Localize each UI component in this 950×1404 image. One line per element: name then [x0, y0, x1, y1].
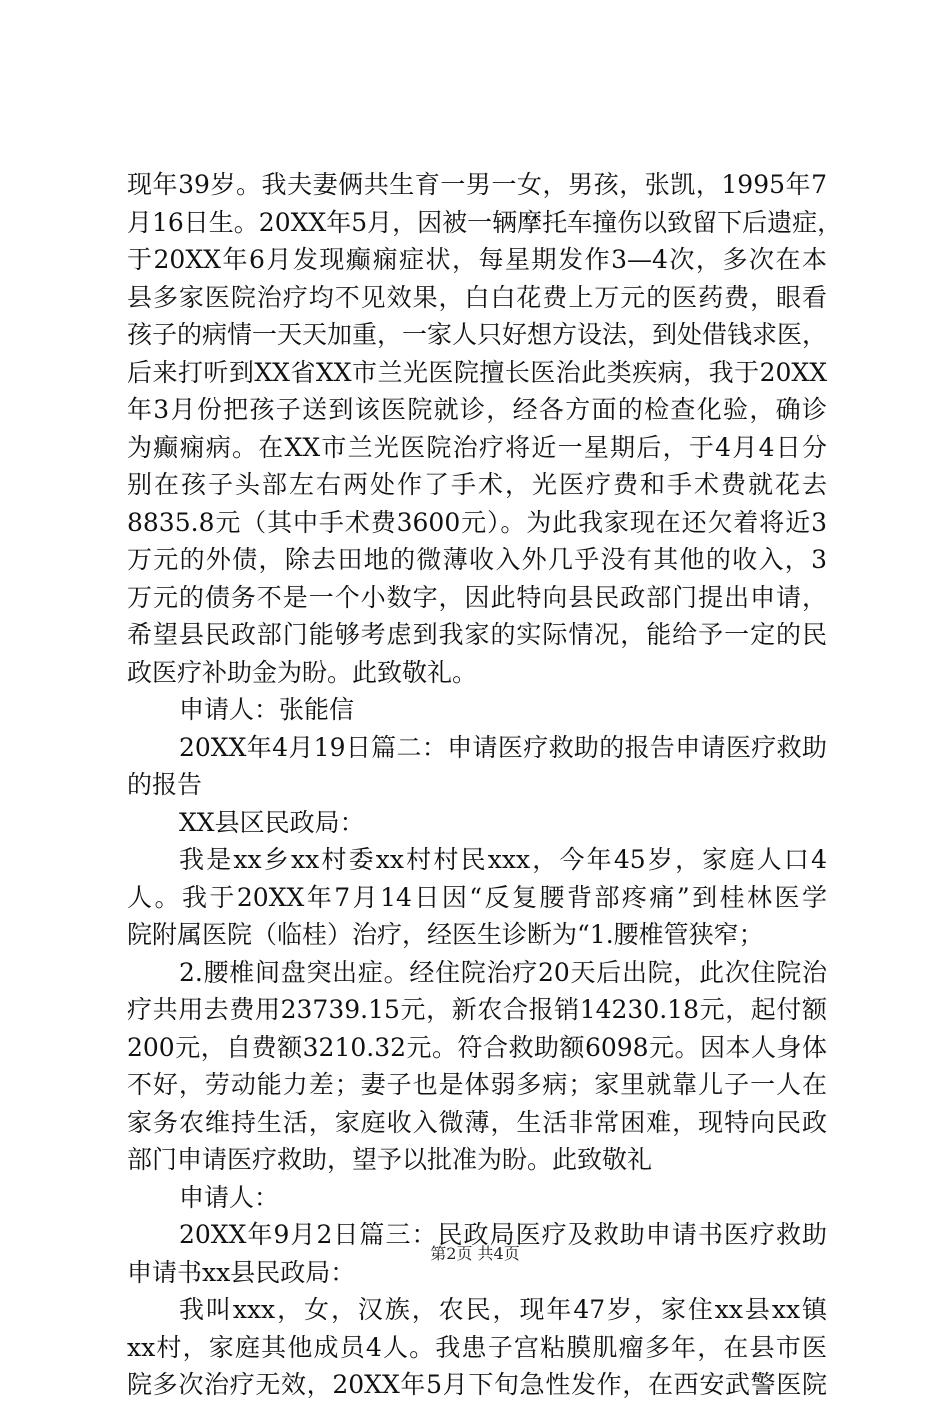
document-body [127, 166, 843, 1404]
text-line: 我是xx乡xx村委xx村村民xxx，今年45岁，家庭人口4 [179, 845, 827, 874]
text-line: 家务农维持生活，家庭收入微薄，生活非常困难，现特向民政 [127, 1107, 827, 1137]
text-line: 疗共用去费用23739.15元，新农合报销14230.18元，起付额 [127, 995, 827, 1024]
text-line: 20XX年9月2日篇三：民政局医疗及救助申请书医疗救助 [179, 1220, 827, 1249]
text-line: 的报告 [127, 770, 203, 799]
page-footer: 第2页 共4页 [430, 1244, 520, 1263]
text-line: 8835.8元（其中手术费3600元）。为此我家现在还欠着将近3 [127, 507, 827, 537]
text-line: 县多家医院治疗均不见效果，白白花费上万元的医药费，眼看 [127, 282, 827, 312]
text-line: 别在孩子头部左右两处作了手术，光医疗费和手术费就花去 [127, 470, 827, 499]
text-line: 年3月份把孩子送到该医院就诊，经各方面的检查化验，确诊 [127, 395, 827, 424]
text-line: 万元的债务不是一个小数字，因此特向县民政部门提出申请， [127, 582, 827, 612]
signature-line: 申请人： [179, 1182, 280, 1212]
text-line: 院多次治疗无效，20XX年5月下旬急性发作，在西安武警医院 [127, 1370, 827, 1399]
text-line: 后来打听到XX省XX市兰光医院擅长医治此类疾病，我于20XX [127, 357, 827, 387]
signature-line: 申请人：张能信 [179, 695, 355, 724]
text-line: xx村，家庭其他成员4人。我患子宫粘膜肌瘤多年，在县市医 [127, 1332, 827, 1362]
text-line: 人。我于20XX年7月14日因“反复腰背部疼痛”到桂林医学 [127, 882, 827, 912]
text-line: 20XX年4月19日篇二：申请医疗救助的报告申请医疗救助 [179, 732, 827, 762]
text-line: 现年39岁。我夫妻俩共生育一男一女，男孩，张凯，1995年7 [127, 170, 827, 199]
text-line: 为癫痫病。在XX市兰光医院治疗将近一星期后，于4月4日分 [127, 432, 827, 462]
text-line: 月16日生。20XX年5月，因被一辆摩托车撞伤以致留下后遗症， [127, 207, 843, 237]
text-line: 政医疗补助金为盼。此致敬礼。 [127, 657, 478, 687]
text-line: 孩子的病情一天天加重，一家人只好想方设法，到处借钱求医， [127, 320, 828, 349]
text-line: 2.腰椎间盘突出症。经住院治疗20天后出院，此次住院治 [179, 957, 827, 987]
text-line: 不好，劳动能力差；妻子也是体弱多病；家里就靠儿子一人在 [127, 1070, 827, 1099]
text-line: 万元的外债，除去田地的微薄收入外几乎没有其他的收入，3 [127, 545, 827, 574]
text-line: 我叫xxx，女，汉族，农民，现年47岁，家住xx县xx镇 [179, 1295, 827, 1324]
text-line: 希望县民政部门能够考虑到我家的实际情况，能给予一定的民 [127, 620, 827, 649]
text-line: 200元，自费额3210.32元。符合救助额6098元。因本人身体 [127, 1032, 827, 1062]
text-line: 申请书xx县民政局： [127, 1257, 356, 1287]
text-line: 部门申请医疗救助，望予以批准为盼。此致敬礼 [127, 1145, 653, 1174]
salutation-line: XX县区民政局： [179, 807, 365, 837]
text-line: 于20XX年6月发现癫痫症状，每星期发作3—4次，多次在本 [127, 245, 827, 274]
text-line: 院附属医院（临桂）治疗，经医生诊断为“1.腰椎管狭窄； [127, 920, 764, 949]
